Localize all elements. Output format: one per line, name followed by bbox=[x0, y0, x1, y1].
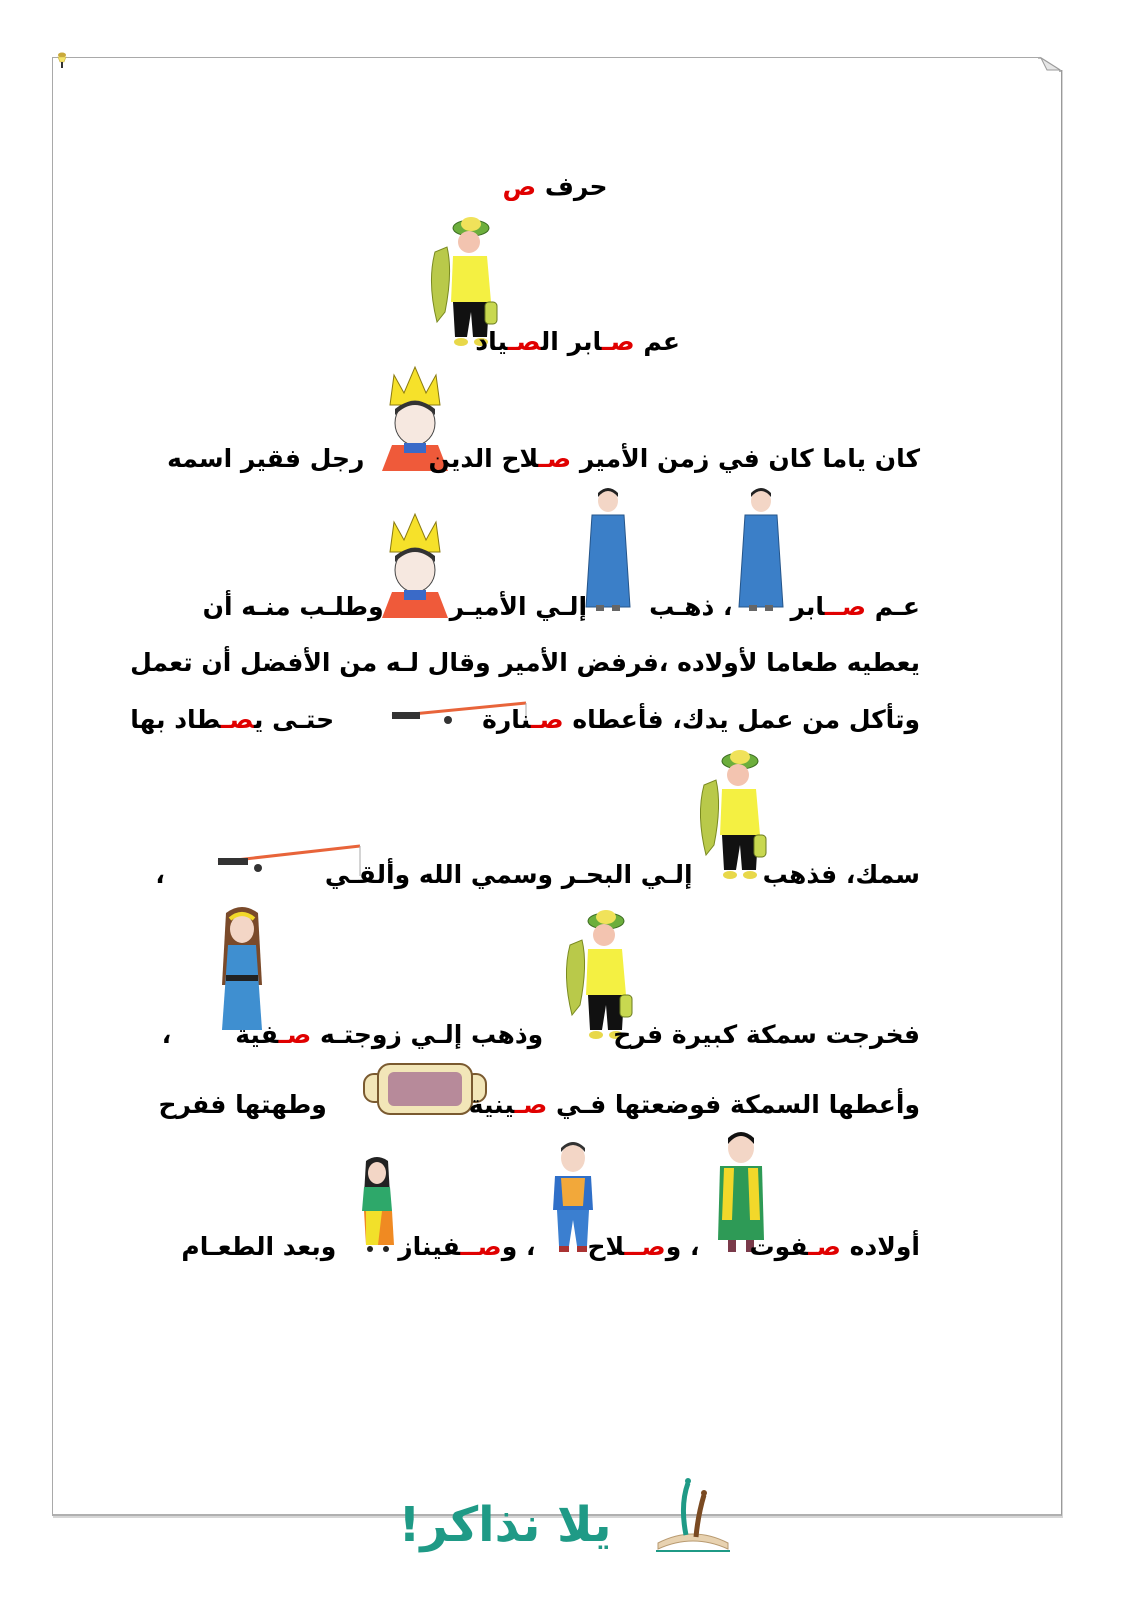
text-span: إلـي البحـر وسمي الله وألقـي bbox=[324, 860, 693, 889]
text-span: يعطيه طعاما لأولاده ،فرفض الأمير وقال لـه من الأفضل أن تعمل bbox=[130, 648, 920, 677]
text-span: حتـى ي bbox=[254, 705, 335, 734]
text-span: ، و bbox=[665, 1232, 700, 1261]
text-span: رجل فقير اسمه bbox=[167, 444, 365, 473]
heading-part: ابر ال bbox=[540, 327, 602, 356]
text-span: طاد بها bbox=[130, 705, 221, 734]
story-line-5 bbox=[155, 860, 920, 890]
text-span: فية bbox=[235, 1020, 279, 1049]
text-span: وبعد الطعـام bbox=[181, 1232, 337, 1261]
story-line-1 bbox=[167, 444, 920, 474]
title-prefix: حرف bbox=[536, 172, 608, 201]
text-span: فخرجت سمكة كبيرة فرح bbox=[613, 1020, 920, 1049]
wife-icon bbox=[212, 905, 272, 1035]
text-span: ، bbox=[155, 860, 165, 889]
title-letter: ص bbox=[502, 172, 537, 201]
story-line-2 bbox=[203, 592, 920, 622]
text-span: إلـي الأميـر bbox=[449, 592, 588, 621]
red-letter: صـ bbox=[278, 1020, 312, 1049]
red-letter: صــ bbox=[824, 592, 867, 621]
red-letter: صــ bbox=[460, 1232, 502, 1261]
text-span: وطلـب منـه أن bbox=[202, 592, 384, 621]
text-span: أولاده bbox=[840, 1232, 920, 1261]
red-letter: صـ bbox=[530, 705, 564, 734]
heading-part: عم bbox=[634, 327, 680, 356]
story-line-8 bbox=[181, 1232, 920, 1262]
heading-red-letter: صـ bbox=[507, 327, 541, 356]
story-line-7 bbox=[158, 1090, 920, 1120]
text-span: لاح bbox=[587, 1232, 625, 1261]
text-span: وذهب إلـي زوجتـه bbox=[311, 1020, 544, 1049]
text-span: فيناز bbox=[398, 1232, 461, 1261]
text-span: لاح الدين bbox=[428, 444, 539, 473]
text-span: وأعطها السمكة فوضعتها فـي bbox=[547, 1090, 920, 1119]
red-letter: صــ bbox=[624, 1232, 666, 1261]
page-title bbox=[500, 172, 610, 202]
brand-wordmark: يلا نذاكر! bbox=[398, 1497, 612, 1553]
text-span: ابر bbox=[790, 592, 825, 621]
red-letter: صـ bbox=[514, 1090, 548, 1119]
text-span: فوت bbox=[749, 1232, 809, 1261]
story-line-6 bbox=[162, 1020, 920, 1050]
text-span: وتأكل من عمل يدك، فأعطاه bbox=[563, 705, 920, 734]
red-letter: صـ bbox=[808, 1232, 841, 1261]
text-span: ، ذهـب bbox=[649, 592, 733, 621]
text-span: سمك، فذهب bbox=[762, 860, 920, 889]
heading-red-letter: صـ bbox=[601, 327, 635, 356]
story-line-4 bbox=[130, 705, 920, 735]
story-line-3 bbox=[130, 648, 920, 678]
text-span: وطهتها ففرح bbox=[158, 1090, 327, 1119]
red-letter: صـ bbox=[220, 705, 254, 734]
text-span: عـم bbox=[866, 592, 920, 621]
document-page bbox=[52, 57, 1062, 1516]
text-span: ، و bbox=[501, 1232, 536, 1261]
brand-logo-icon bbox=[648, 1475, 738, 1555]
heading-part: ياد bbox=[475, 327, 508, 356]
text-span: ، bbox=[161, 1020, 172, 1049]
text-span: كان ياما كان في زمن الأمير bbox=[571, 444, 920, 473]
text-span: ينية bbox=[468, 1090, 515, 1119]
text-span: نارة bbox=[482, 705, 531, 734]
red-letter: صـ bbox=[538, 444, 572, 473]
page-fold-corner-icon bbox=[1038, 56, 1062, 72]
heading-line bbox=[475, 327, 680, 357]
pushpin-icon bbox=[55, 52, 69, 72]
